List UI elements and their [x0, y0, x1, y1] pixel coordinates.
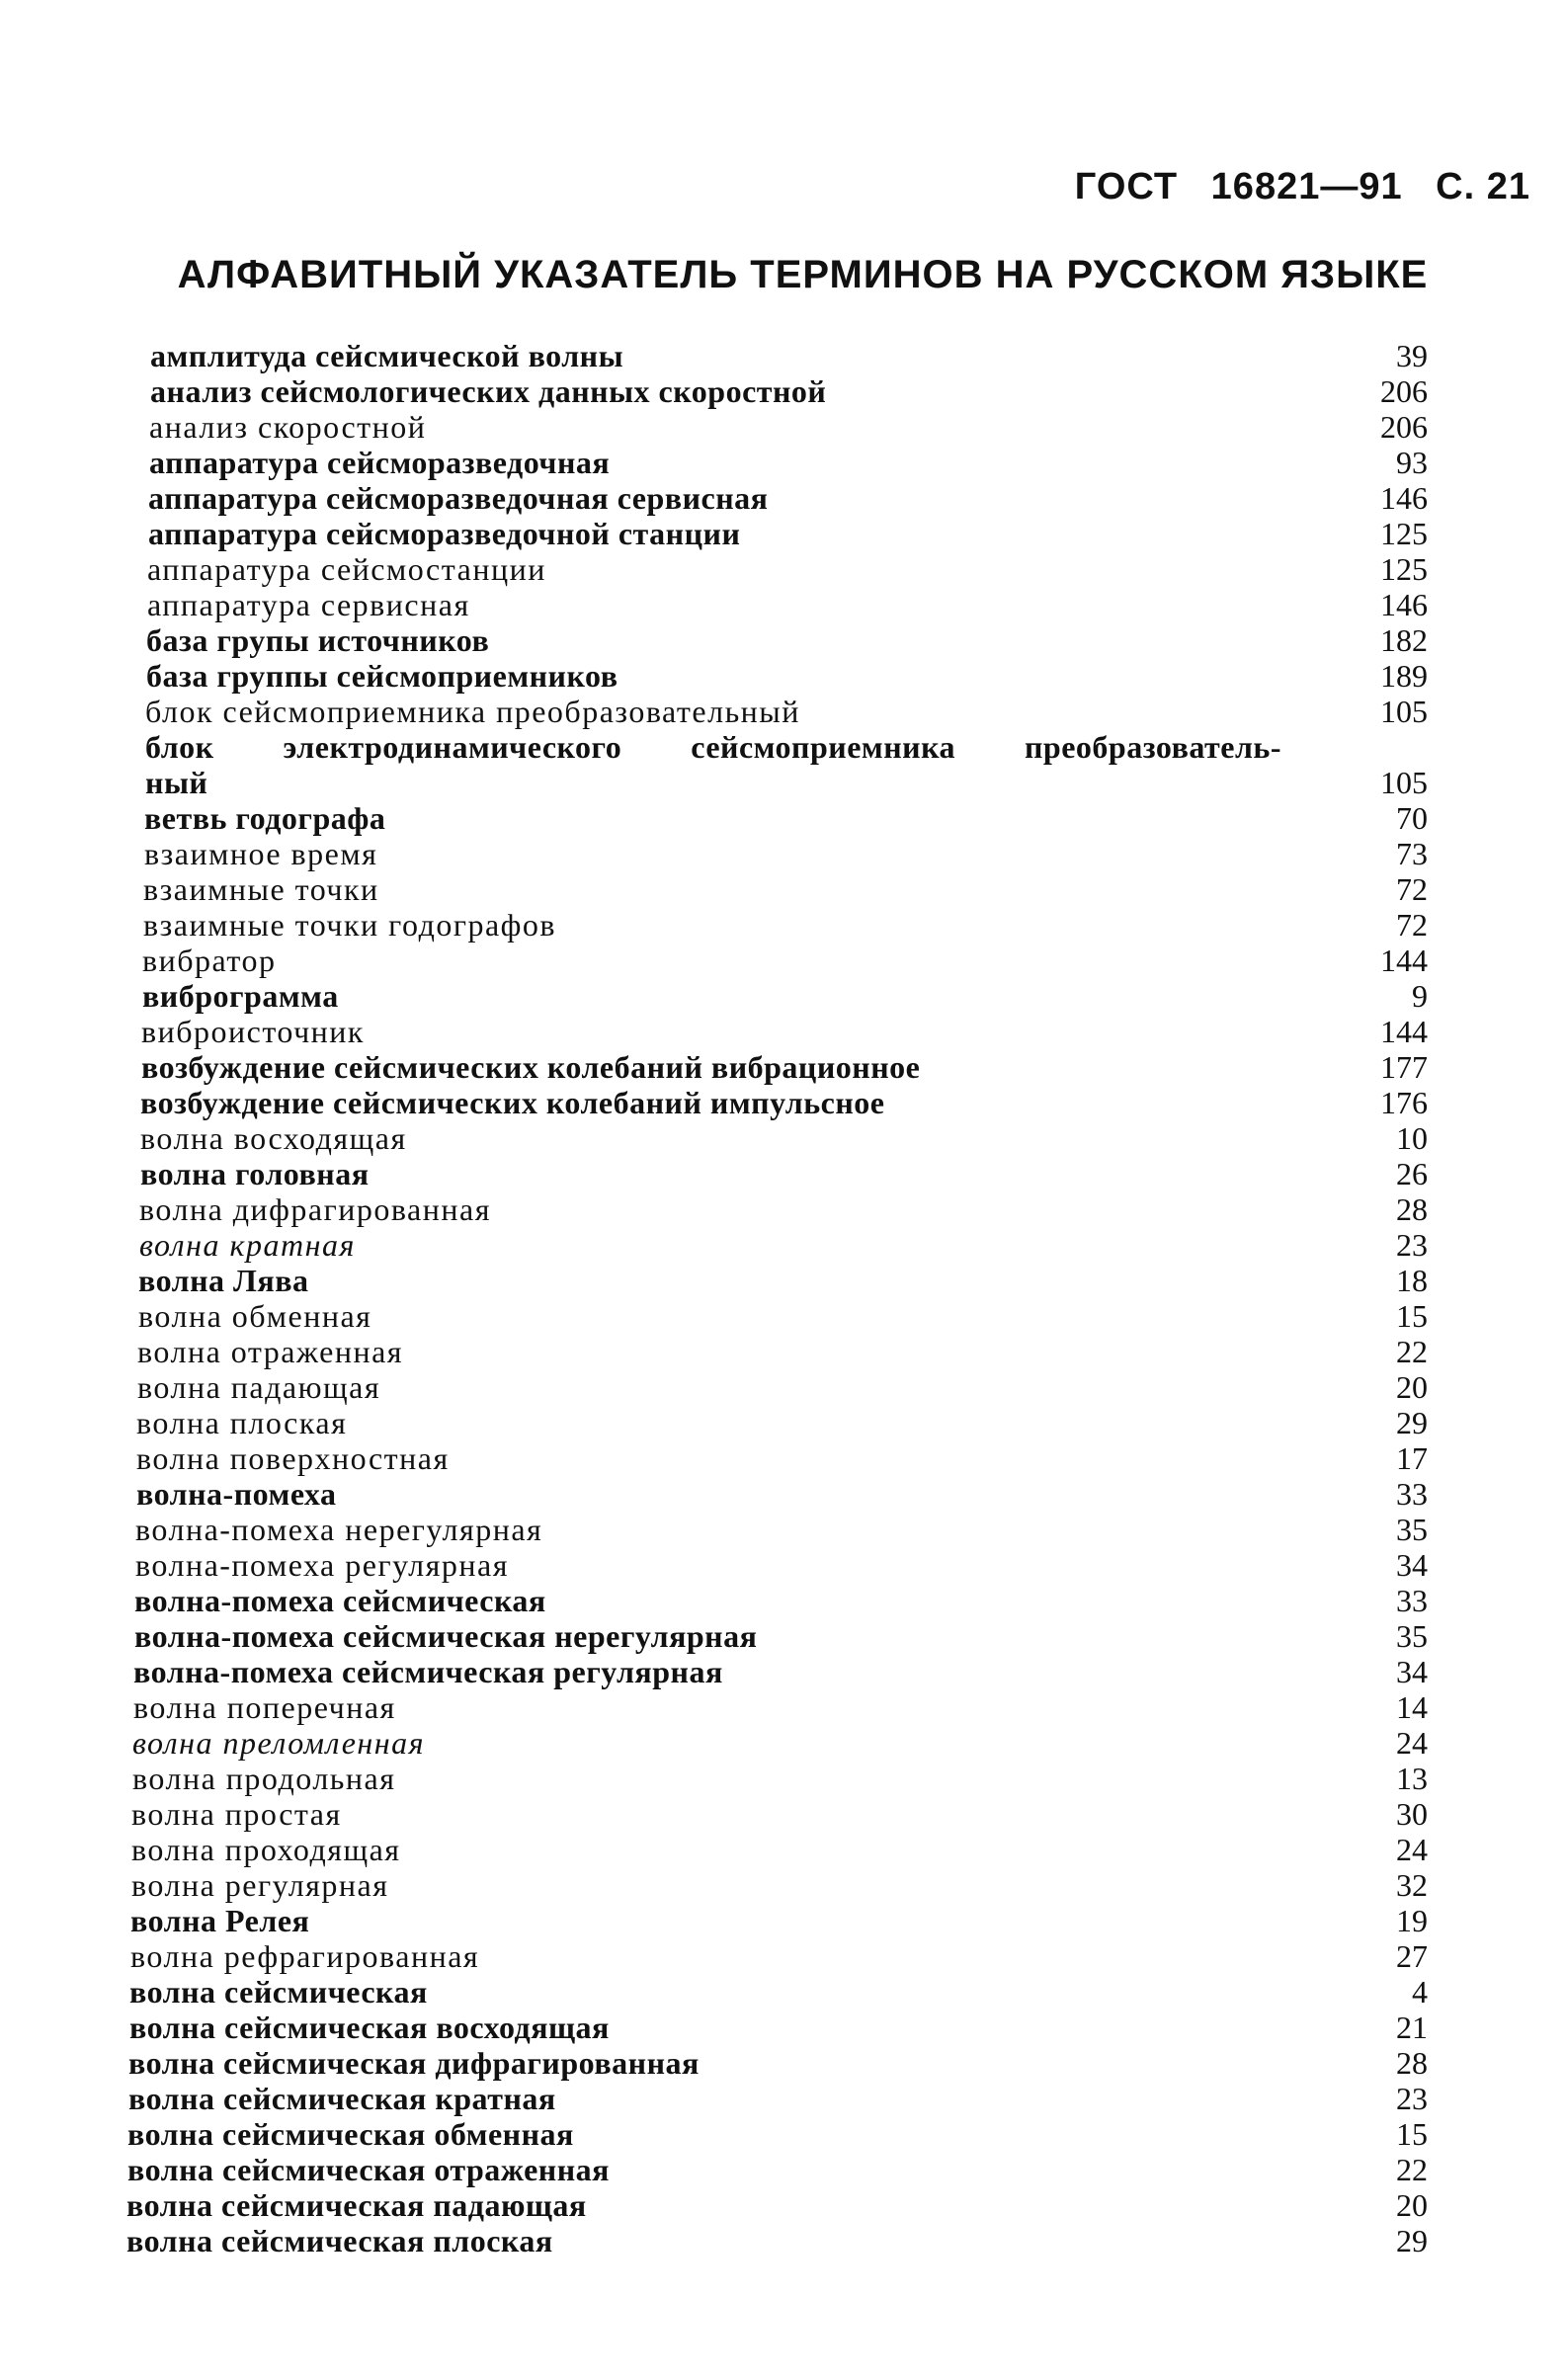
index-term: волна регулярная [131, 1867, 389, 1903]
index-entry [0, 1156, 1566, 1191]
index-term: волна сейсмическая плоская [126, 2223, 553, 2258]
index-term: волна головная [140, 1156, 370, 1191]
index-entry [0, 1867, 1566, 1903]
index-entry [0, 694, 1566, 729]
index-term: волна плоская [136, 1405, 348, 1440]
index-entry [0, 2010, 1566, 2045]
index-term: амплитуда сейсмической волны [150, 338, 624, 373]
page-header [1053, 166, 1530, 208]
index-entry [0, 1049, 1566, 1085]
index-term: блок электродинамического сейсмоприемника преобразователь- [145, 729, 1281, 765]
header-standard: ГОСТ [1074, 166, 1179, 207]
index-entry [0, 1938, 1566, 1974]
index-entry [0, 1689, 1566, 1725]
index-term: волна-помеха сейсмическая регулярная [133, 1654, 723, 1689]
index-term: взаимные точки [143, 871, 379, 907]
header-number: 16821—91 [1210, 166, 1403, 207]
index-page-number: 29 [1396, 2223, 1428, 2258]
index-page-number: 144 [1380, 1014, 1428, 1049]
index-page-number: 72 [1396, 871, 1428, 907]
index-term: возбуждение сейсмических колебаний вибрационное [141, 1049, 921, 1085]
index-page-number: 10 [1396, 1120, 1428, 1156]
index-term: виброграмма [142, 978, 339, 1014]
index-entry [0, 729, 1566, 765]
index-entry [0, 480, 1566, 516]
index-entry [0, 373, 1566, 409]
index-page-number: 13 [1396, 1761, 1428, 1796]
index-page-number: 32 [1396, 1867, 1428, 1903]
index-entry [0, 1903, 1566, 1938]
index-page-number: 72 [1396, 907, 1428, 943]
index-page-number: 21 [1396, 2010, 1428, 2045]
index-entry [0, 1263, 1566, 1298]
index-page-number: 105 [1380, 694, 1428, 729]
index-term: волна продольная [132, 1761, 396, 1796]
index-entry [0, 551, 1566, 587]
index-page-number: 93 [1396, 445, 1428, 480]
index-page-number: 70 [1396, 800, 1428, 836]
index-term: аппаратура сейсморазведочной станции [148, 516, 741, 551]
index-term: анализ сейсмологических данных скоростной [150, 373, 827, 409]
index-entry [0, 1476, 1566, 1512]
index-entry [0, 1547, 1566, 1583]
index-page-number: 19 [1396, 1903, 1428, 1938]
index-page-number: 22 [1396, 1334, 1428, 1369]
index-entry [0, 836, 1566, 871]
index-page-number: 17 [1396, 1440, 1428, 1476]
index-entry [0, 1583, 1566, 1618]
index-term: виброисточник [141, 1014, 365, 1049]
index-entry [0, 1191, 1566, 1227]
index-page-number: 144 [1380, 943, 1428, 978]
index-term: взаимное время [144, 836, 378, 871]
index-entry [0, 1014, 1566, 1049]
index-term: волна-помеха регулярная [135, 1547, 509, 1583]
index-entry [0, 2081, 1566, 2116]
index-page-number: 189 [1380, 658, 1428, 694]
index-entry [0, 1120, 1566, 1156]
index-entry [0, 1796, 1566, 1832]
index-entry [0, 1654, 1566, 1689]
index-page-number: 34 [1396, 1654, 1428, 1689]
index-page-number: 22 [1396, 2152, 1428, 2187]
index-entry [0, 871, 1566, 907]
index-entry [0, 765, 1566, 800]
index-term: волна отраженная [137, 1334, 403, 1369]
index-entry [0, 2187, 1566, 2223]
index-page-number: 4 [1412, 1974, 1428, 2010]
index-entry [0, 1761, 1566, 1796]
index-entry [0, 800, 1566, 836]
index-term: взаимные точки годографов [143, 907, 557, 943]
index-term: аппаратура сервисная [147, 587, 470, 622]
index-page-number: 177 [1380, 1049, 1428, 1085]
index-entry [0, 587, 1566, 622]
index-page-number: 27 [1396, 1938, 1428, 1974]
index-entry [0, 1974, 1566, 2010]
index-term: волна поперечная [133, 1689, 396, 1725]
index-page-number: 15 [1396, 1298, 1428, 1334]
index-entry [0, 338, 1566, 373]
index-entry [0, 2045, 1566, 2081]
index-page-number: 39 [1396, 338, 1428, 373]
index-page-number: 146 [1380, 480, 1428, 516]
index-term: вибратор [142, 943, 277, 978]
header-page: С. 21 [1436, 166, 1530, 207]
index-entry [0, 1298, 1566, 1334]
index-page-number: 9 [1412, 978, 1428, 1014]
index-term: волна сейсмическая отраженная [127, 2152, 610, 2187]
index-page-number: 15 [1396, 2116, 1428, 2152]
index-page-number: 125 [1380, 516, 1428, 551]
index-page-number: 24 [1396, 1832, 1428, 1867]
index-term: анализ скоростной [149, 409, 427, 445]
index-term: волна восходящая [140, 1120, 407, 1156]
index-page-number: 146 [1380, 587, 1428, 622]
index-entry [0, 1369, 1566, 1405]
index-term: волна сейсмическая дифрагированная [128, 2045, 700, 2081]
index-term: волна сейсмическая падающая [126, 2187, 587, 2223]
index-term: ный [145, 765, 208, 800]
index-term: волна Релея [130, 1903, 310, 1938]
index-page-number: 105 [1380, 765, 1428, 800]
index-term: волна преломленная [132, 1725, 426, 1761]
index-term: база группы сейсмоприемников [146, 658, 618, 694]
index-term: волна дифрагированная [139, 1191, 491, 1227]
index-page-number: 206 [1380, 373, 1428, 409]
index-term: волна-помеха сейсмическая [134, 1583, 546, 1618]
index-page-number: 125 [1380, 551, 1428, 587]
index-term: волна поверхностная [136, 1440, 450, 1476]
index-page-number: 23 [1396, 1227, 1428, 1263]
index-term: волна кратная [139, 1227, 356, 1263]
index-page-number: 14 [1396, 1689, 1428, 1725]
index-page-number: 20 [1396, 1369, 1428, 1405]
index-page-number: 33 [1396, 1476, 1428, 1512]
index-page-number: 23 [1396, 2081, 1428, 2116]
index-term: волна сейсмическая кратная [128, 2081, 556, 2116]
index-entry [0, 622, 1566, 658]
index-entry [0, 516, 1566, 551]
index-page-number: 18 [1396, 1263, 1428, 1298]
index-term: волна Лява [138, 1263, 309, 1298]
index-page-number: 24 [1396, 1725, 1428, 1761]
index-page-number: 30 [1396, 1796, 1428, 1832]
index-entry [0, 1405, 1566, 1440]
index-entry [0, 943, 1566, 978]
index-term: аппаратура сейсмостанции [147, 551, 546, 587]
index-page-number: 35 [1396, 1618, 1428, 1654]
index-term: волна проходящая [131, 1832, 401, 1867]
index-entry [0, 409, 1566, 445]
index-term: возбуждение сейсмических колебаний импульсное [140, 1085, 885, 1120]
index-term: волна рефрагированная [130, 1938, 480, 1974]
index-term: волна падающая [137, 1369, 381, 1405]
index-term: волна-помеха нерегулярная [135, 1512, 543, 1547]
index-entry [0, 1085, 1566, 1120]
index-page-number: 182 [1380, 622, 1428, 658]
index-page-number: 33 [1396, 1583, 1428, 1618]
index-page-number: 206 [1380, 409, 1428, 445]
index-term: волна-помеха сейсмическая нерегулярная [134, 1618, 758, 1654]
index-entry [0, 1512, 1566, 1547]
index-page-number: 28 [1396, 2045, 1428, 2081]
index-term: блок сейсмоприемника преобразовательный [145, 694, 800, 729]
index-term: волна простая [131, 1796, 342, 1832]
index-entry [0, 2223, 1566, 2258]
index-page-number: 34 [1396, 1547, 1428, 1583]
index-entry [0, 2116, 1566, 2152]
index-term: аппаратура сейсморазведочная [149, 445, 611, 480]
index-entry [0, 1618, 1566, 1654]
index-page-number: 35 [1396, 1512, 1428, 1547]
index-entry [0, 1227, 1566, 1263]
index-entry [0, 1832, 1566, 1867]
index-term: аппаратура сейсморазведочная сервисная [148, 480, 769, 516]
index-entry [0, 907, 1566, 943]
index-page-number: 28 [1396, 1191, 1428, 1227]
index-page-number: 26 [1396, 1156, 1428, 1191]
index-term: волна-помеха [136, 1476, 337, 1512]
index-term: волна сейсмическая [129, 1974, 428, 2010]
index-term: волна обменная [138, 1298, 372, 1334]
index-entry [0, 978, 1566, 1014]
index-term: волна сейсмическая восходящая [129, 2010, 610, 2045]
index-entry [0, 445, 1566, 480]
index-entry [0, 1725, 1566, 1761]
index-page-number: 20 [1396, 2187, 1428, 2223]
index-entry [0, 1440, 1566, 1476]
index-term: ветвь годографа [144, 800, 386, 836]
index-page-number: 176 [1380, 1085, 1428, 1120]
index-entry [0, 2152, 1566, 2187]
index-term: волна сейсмическая обменная [127, 2116, 574, 2152]
index-page-number: 29 [1396, 1405, 1428, 1440]
index-page-number: 73 [1396, 836, 1428, 871]
index-entry [0, 1334, 1566, 1369]
index-term: база групы источников [146, 622, 490, 658]
index-title: АЛФАВИТНЫЙ УКАЗАТЕЛЬ ТЕРМИНОВ НА РУССКОМ ЯЗЫКЕ [177, 253, 1429, 296]
index-entry [0, 658, 1566, 694]
